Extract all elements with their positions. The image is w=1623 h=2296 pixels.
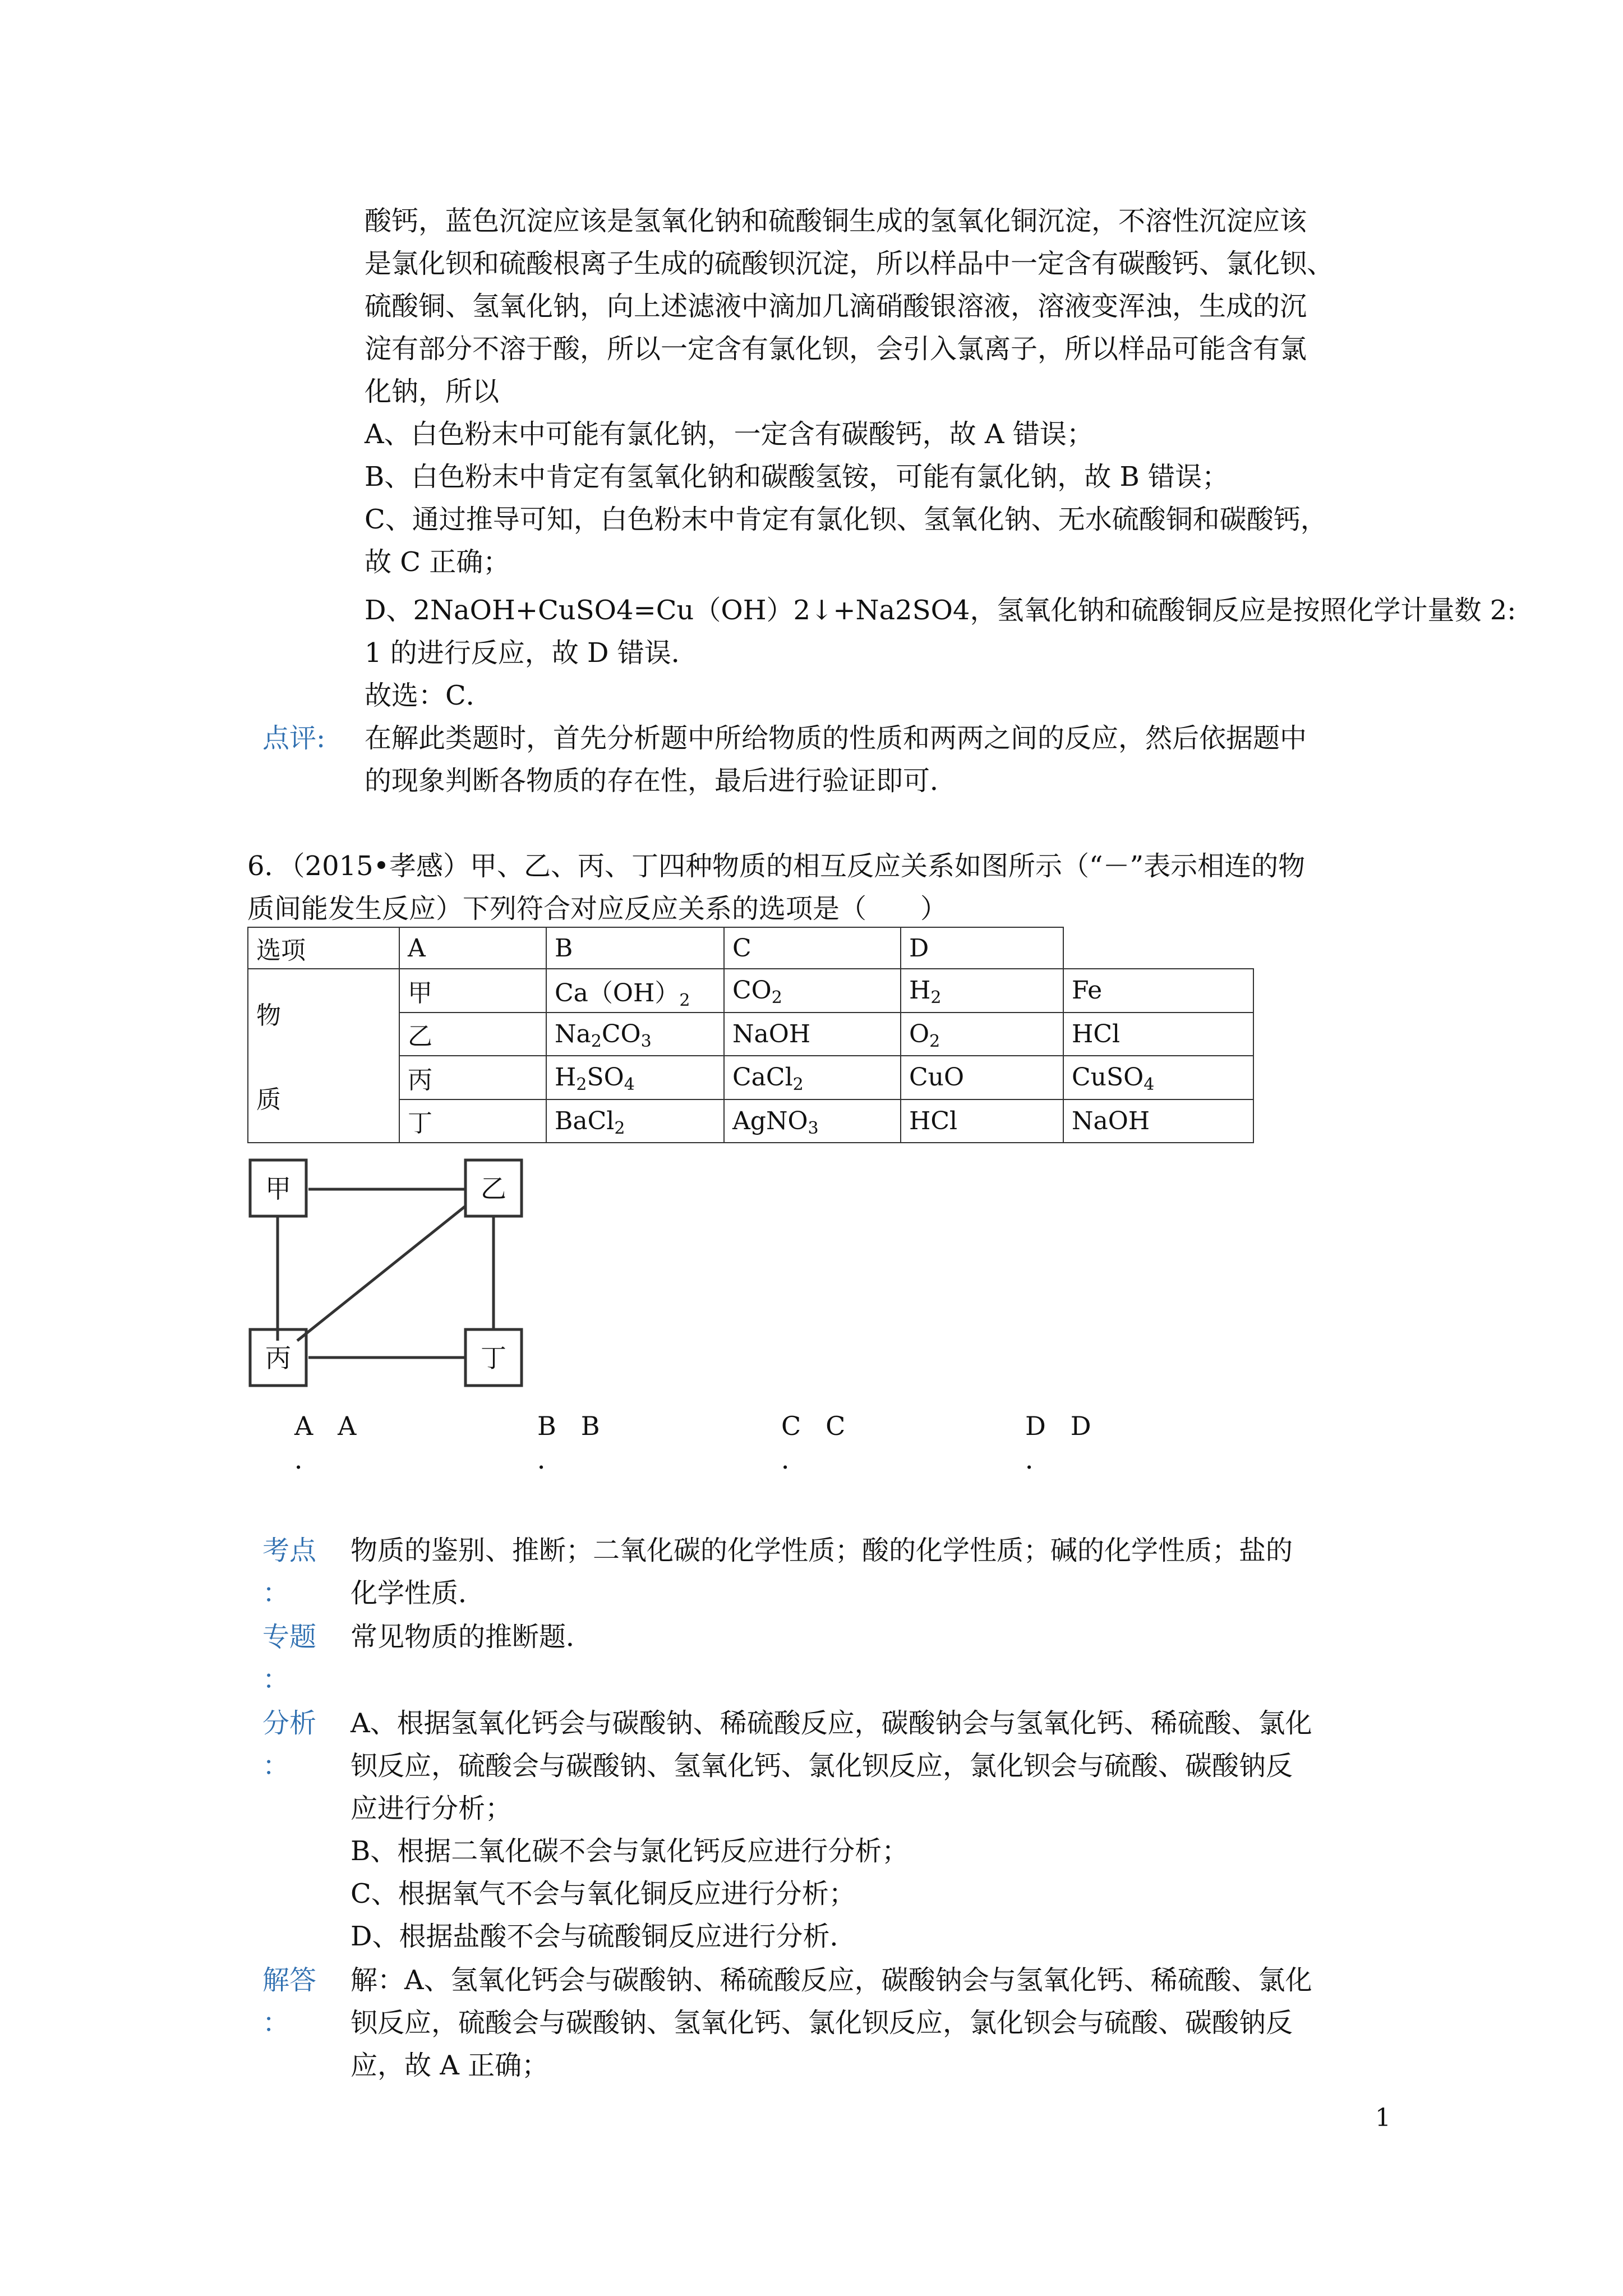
table-header-label: 选项 (248, 927, 399, 969)
comment-line-1: 在解此类题时，首先分析题中所给物质的性质和两两之间的反应，然后依据题中 (365, 723, 1307, 754)
options-table (247, 927, 1254, 1143)
table-row-label (248, 969, 399, 1143)
jieda-label-colon: ： (262, 2007, 290, 2039)
kaodian-line-1: 物质的鉴别、推断；二氧化碳的化学性质；酸的化学性质；碱的化学性质；盐的 (351, 1535, 1293, 1566)
table-cell: $CO_2$ (724, 969, 901, 1013)
table-cell-name: 丙 (399, 1056, 546, 1099)
jieda-line-2: 钡反应，硫酸会与碳酸钠、氢氧化钙、氯化钡反应，氯化钡会与硫酸、碳酸钠反 (351, 2007, 1293, 2039)
table-cell: BaCl$_2$ (546, 1099, 724, 1143)
table-cell: $H_2$ (901, 969, 1063, 1013)
fenxi-label-colon: ： (262, 1750, 290, 1782)
choice-a[interactable]: A A ． (294, 1411, 357, 1475)
choice-d-letter: D (1025, 1411, 1046, 1441)
fenxi-label: 分析 (262, 1708, 317, 1739)
solution-option-a: A、白色粉末中可能有氯化钠，一定含有碳酸钙，故 A 错误； (365, 418, 1094, 450)
solution-line-1: 酸钙，蓝色沉淀应该是氢氧化钠和硫酸铜生成的氢氧化铜沉淀，不溶性沉淀应该 (365, 205, 1307, 237)
solution-option-c: C、通过推导可知，白色粉末中肯定有氯化钡、氢氧化钠、无水硫酸铜和碳酸钙， (365, 504, 1327, 535)
row-label-bottom: 质 (256, 1085, 281, 1114)
fenxi-line-2: 钡反应，硫酸会与碳酸钠、氢氧化钙、氯化钡反应，氯化钡会与硫酸、碳酸钠反 (351, 1750, 1293, 1782)
node-ding: 丁 (481, 1343, 506, 1373)
jieda-line-3: 应，故 A 正确； (351, 2050, 549, 2081)
table-cell: $H_2SO_4$ (546, 1056, 724, 1099)
node-jia: 甲 (265, 1174, 291, 1204)
table-header-option: B (546, 927, 724, 969)
table-cell: AgNO$_3$ (724, 1099, 901, 1143)
solution-equation: D、2NaOH+CuSO4=Cu（OH）2↓+Na2SO4，氢氧化钠和硫酸铜反应是按照化学计量数 2: (365, 595, 1516, 626)
choice-b-text: B (580, 1411, 600, 1441)
table-cell: CaCl$_2$ (724, 1056, 901, 1099)
table-cell: Fe (1063, 969, 1253, 1013)
table-header-row (248, 927, 1253, 969)
solution-option-c-end: 故 C 正确； (365, 546, 510, 578)
table-cell: HCl (901, 1099, 1063, 1143)
table-cell-name: 甲 (399, 969, 546, 1013)
table-cell: CuSO$_4$ (1063, 1056, 1253, 1099)
table-header-option: C (724, 927, 901, 969)
table-cell: CuO (901, 1056, 1063, 1099)
question-line-1: 6．（2015•孝感）甲、乙、丙、丁四种物质的相互反应关系如图所示（“－”表示相连的物 (247, 850, 1306, 882)
solution-line-2: 是氯化钡和硫酸根离子生成的硫酸钡沉淀，所以样品中一定含有碳酸钙、氯化钡、 (365, 248, 1334, 279)
table-row (248, 969, 1253, 1013)
fenxi-line-6: D、根据盐酸不会与硫酸铜反应进行分析． (351, 1921, 857, 1952)
fenxi-line-1: A、根据氢氧化钙会与碳酸钠、稀硫酸反应，碳酸钠会与氢氧化钙、稀硫酸、氯化 (351, 1708, 1312, 1739)
table-cell: $Ca(OH)_2$ (546, 969, 724, 1013)
table-cell-name: 乙 (399, 1013, 546, 1056)
table-cell-name: 丁 (399, 1099, 546, 1143)
table-header-empty (1063, 927, 1253, 969)
choice-a-letter: A (294, 1411, 313, 1441)
solution-option-b: B、白色粉末中肯定有氢氧化钠和碳酸氢铵，可能有氯化钠，故 B 错误； (365, 461, 1229, 493)
solution-answer: 故选：C． (365, 680, 493, 711)
solution-line-3: 硫酸铜、氢氧化钠，向上述滤液中滴加几滴硝酸银溶液，溶液变浑浊，生成的沉 (365, 291, 1307, 322)
reaction-diagram (247, 1156, 538, 1391)
edge-yi-bing (297, 1206, 465, 1341)
table-header-option: D (901, 927, 1063, 969)
fenxi-line-5: C、根据氧气不会与氧化铜反应进行分析； (351, 1878, 856, 1910)
table-cell: $O_2$ (901, 1013, 1063, 1056)
choice-c-letter: C (781, 1411, 801, 1441)
zhuanti-label-colon: ： (262, 1664, 290, 1695)
question-line-2: 质间能发生反应）下列符合对应反应关系的选项是（ ） (247, 893, 948, 924)
kaodian-label: 考点 (262, 1535, 317, 1566)
zhuanti-label: 专题 (262, 1621, 317, 1653)
table-cell: NaOH (1063, 1099, 1253, 1143)
comment-label: 点评: (262, 723, 326, 754)
fenxi-line-3: 应进行分析； (351, 1793, 513, 1824)
table-cell: NaOH (724, 1013, 901, 1056)
kaodian-line-2: 化学性质． (351, 1577, 486, 1609)
fenxi-line-4: B、根据二氧化碳不会与氯化钙反应进行分析； (351, 1835, 909, 1867)
table-header-option: A (399, 927, 546, 969)
comment-line-2: 的现象判断各物质的存在性，最后进行验证即可． (365, 765, 957, 797)
choice-d[interactable]: D D ． (1025, 1411, 1091, 1475)
kaodian-label-colon: ： (262, 1577, 290, 1609)
jieda-label: 解答 (262, 1964, 317, 1996)
choice-a-text: A (338, 1411, 357, 1441)
solution-line-4: 淀有部分不溶于酸，所以一定含有氯化钡，会引入氯离子，所以样品可能含有氯 (365, 333, 1307, 365)
row-label-top: 物 (256, 1001, 281, 1030)
node-bing: 丙 (265, 1343, 291, 1373)
solution-equation-end: 1 的进行反应，故 D 错误． (365, 637, 698, 669)
table-cell: $Na_2CO_3$ (546, 1013, 724, 1056)
solution-line-5: 化钠，所以 (365, 376, 500, 407)
zhuanti-text: 常见物质的推断题． (351, 1621, 593, 1653)
jieda-line-1: 解：A、氢氧化钙会与碳酸钠、稀硫酸反应，碳酸钠会与氢氧化钙、稀硫酸、氯化 (351, 1964, 1312, 1996)
choice-b[interactable]: B B ． (537, 1411, 600, 1475)
table-cell: HCl (1063, 1013, 1253, 1056)
choice-c-text: C (826, 1411, 846, 1441)
page-number: 1 (1375, 2104, 1391, 2132)
node-yi: 乙 (481, 1174, 506, 1204)
choice-d-text: D (1070, 1411, 1091, 1441)
choice-b-letter: B (537, 1411, 556, 1441)
choice-c[interactable]: C C ． (781, 1411, 846, 1475)
